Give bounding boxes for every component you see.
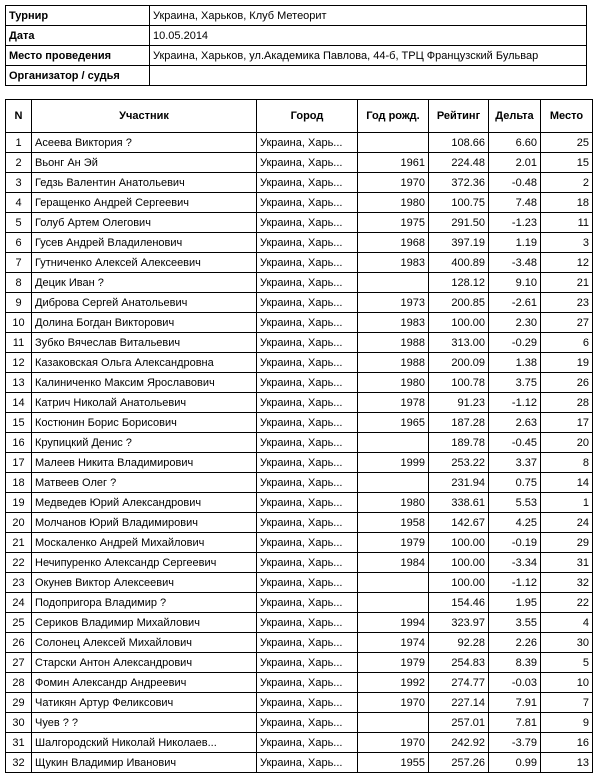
participant-name: Казаковская Ольга Александровна (32, 353, 257, 373)
participant-city: Украина, Харь... (257, 213, 358, 233)
table-row (6, 213, 593, 233)
participant-city: Украина, Харь... (257, 593, 358, 613)
participant-city: Украина, Харь... (257, 633, 358, 653)
birth-year: 1980 (358, 193, 429, 213)
rating-value: 338.61 (429, 493, 489, 513)
table-row (6, 713, 593, 733)
row-number: 7 (6, 253, 32, 273)
table-row (6, 693, 593, 713)
row-number: 8 (6, 273, 32, 293)
participant-city: Украина, Харь... (257, 413, 358, 433)
birth-year: 1955 (358, 753, 429, 773)
row-number: 15 (6, 413, 32, 433)
birth-year: 1970 (358, 733, 429, 753)
table-row (6, 653, 593, 673)
row-number: 13 (6, 373, 32, 393)
row-number: 21 (6, 533, 32, 553)
rating-value: 274.77 (429, 673, 489, 693)
row-number: 20 (6, 513, 32, 533)
participant-city: Украина, Харь... (257, 393, 358, 413)
rating-value: 100.75 (429, 193, 489, 213)
place-value: 7 (541, 693, 593, 713)
birth-year: 1965 (358, 413, 429, 433)
birth-year: 1994 (358, 613, 429, 633)
place-value: 25 (541, 133, 593, 153)
place-value: 23 (541, 293, 593, 313)
participant-name: Диброва Сергей Анатольевич (32, 293, 257, 313)
participants-header-row (6, 100, 593, 133)
row-number: 17 (6, 453, 32, 473)
birth-year (358, 133, 429, 153)
participant-city: Украина, Харь... (257, 533, 358, 553)
rating-value: 313.00 (429, 333, 489, 353)
participant-city: Украина, Харь... (257, 693, 358, 713)
table-row (6, 433, 593, 453)
table-row (6, 673, 593, 693)
birth-year: 1980 (358, 493, 429, 513)
participant-name: Щукин Владимир Иванович (32, 753, 257, 773)
participant-name: Зубко Вячеслав Витальевич (32, 333, 257, 353)
participant-city: Украина, Харь... (257, 233, 358, 253)
delta-value: 1.95 (489, 593, 541, 613)
info-row (6, 66, 587, 86)
table-row (6, 273, 593, 293)
participant-city: Украина, Харь... (257, 753, 358, 773)
delta-value: -0.03 (489, 673, 541, 693)
delta-value: 3.75 (489, 373, 541, 393)
table-row (6, 153, 593, 173)
row-number: 28 (6, 673, 32, 693)
participant-city: Украина, Харь... (257, 193, 358, 213)
row-number: 22 (6, 553, 32, 573)
col-header-place: Место (541, 100, 593, 133)
participant-name: Медведев Юрий Александрович (32, 493, 257, 513)
participant-name: Гутниченко Алексей Алексеевич (32, 253, 257, 273)
delta-value: 2.26 (489, 633, 541, 653)
delta-value: -1.12 (489, 393, 541, 413)
place-value: 32 (541, 573, 593, 593)
place-value: 31 (541, 553, 593, 573)
info-row (6, 6, 587, 26)
place-value: 8 (541, 453, 593, 473)
delta-value: -2.61 (489, 293, 541, 313)
delta-value: -1.23 (489, 213, 541, 233)
place-value: 6 (541, 333, 593, 353)
birth-year: 1980 (358, 373, 429, 393)
place-value: 3 (541, 233, 593, 253)
col-header-participant: Участник (32, 100, 257, 133)
birth-year: 1958 (358, 513, 429, 533)
row-number: 11 (6, 333, 32, 353)
rating-value: 142.67 (429, 513, 489, 533)
delta-value: 7.81 (489, 713, 541, 733)
place-value: 4 (541, 613, 593, 633)
delta-value: 9.10 (489, 273, 541, 293)
place-value: 13 (541, 753, 593, 773)
participant-city: Украина, Харь... (257, 453, 358, 473)
rating-value: 242.92 (429, 733, 489, 753)
table-row (6, 513, 593, 533)
place-value: 28 (541, 393, 593, 413)
delta-value: 2.01 (489, 153, 541, 173)
delta-value: 4.25 (489, 513, 541, 533)
birth-year: 1974 (358, 633, 429, 653)
row-number: 4 (6, 193, 32, 213)
birth-year (358, 273, 429, 293)
rating-value: 100.00 (429, 573, 489, 593)
place-value: 15 (541, 153, 593, 173)
delta-value: -0.19 (489, 533, 541, 553)
birth-year: 1970 (358, 173, 429, 193)
delta-value: 7.91 (489, 693, 541, 713)
delta-value: -0.48 (489, 173, 541, 193)
table-row (6, 753, 593, 773)
participant-name: Чуев ? ? (32, 713, 257, 733)
participant-city: Украина, Харь... (257, 733, 358, 753)
delta-value: 1.38 (489, 353, 541, 373)
rating-value: 257.01 (429, 713, 489, 733)
participant-city: Украина, Харь... (257, 373, 358, 393)
place-value: 27 (541, 313, 593, 333)
place-value: 20 (541, 433, 593, 453)
place-value: 9 (541, 713, 593, 733)
table-row (6, 613, 593, 633)
row-number: 30 (6, 713, 32, 733)
delta-value: 0.75 (489, 473, 541, 493)
row-number: 32 (6, 753, 32, 773)
info-value (150, 66, 587, 86)
info-row (6, 26, 587, 46)
rating-value: 154.46 (429, 593, 489, 613)
participant-name: Гедзь Валентин Анатольевич (32, 173, 257, 193)
participant-name: Сериков Владимир Михайлович (32, 613, 257, 633)
place-value: 12 (541, 253, 593, 273)
place-value: 19 (541, 353, 593, 373)
participants-body (6, 133, 593, 773)
delta-value: 1.19 (489, 233, 541, 253)
row-number: 5 (6, 213, 32, 233)
table-row (6, 373, 593, 393)
rating-value: 100.00 (429, 533, 489, 553)
info-label: Место проведения (6, 46, 150, 66)
table-row (6, 233, 593, 253)
participant-city: Украина, Харь... (257, 673, 358, 693)
delta-value: 6.60 (489, 133, 541, 153)
rating-value: 92.28 (429, 633, 489, 653)
table-row (6, 733, 593, 753)
delta-value: -0.29 (489, 333, 541, 353)
participant-name: Гусев Андрей Владиленович (32, 233, 257, 253)
birth-year: 1999 (358, 453, 429, 473)
participant-city: Украина, Харь... (257, 273, 358, 293)
table-row (6, 553, 593, 573)
participant-city: Украина, Харь... (257, 353, 358, 373)
row-number: 16 (6, 433, 32, 453)
participant-city: Украина, Харь... (257, 293, 358, 313)
participant-city: Украина, Харь... (257, 493, 358, 513)
participant-name: Малеев Никита Владимирович (32, 453, 257, 473)
participant-city: Украина, Харь... (257, 473, 358, 493)
birth-year: 1979 (358, 533, 429, 553)
delta-value: 2.30 (489, 313, 541, 333)
place-value: 22 (541, 593, 593, 613)
place-value: 16 (541, 733, 593, 753)
row-number: 24 (6, 593, 32, 613)
col-header-delta: Дельта (489, 100, 541, 133)
info-label: Турнир (6, 6, 150, 26)
rating-value: 397.19 (429, 233, 489, 253)
participant-name: Децик Иван ? (32, 273, 257, 293)
info-label: Организатор / судья (6, 66, 150, 86)
birth-year (358, 713, 429, 733)
place-value: 1 (541, 493, 593, 513)
row-number: 25 (6, 613, 32, 633)
participant-city: Украина, Харь... (257, 133, 358, 153)
table-row (6, 333, 593, 353)
row-number: 14 (6, 393, 32, 413)
table-row (6, 633, 593, 653)
delta-value: 5.53 (489, 493, 541, 513)
row-number: 10 (6, 313, 32, 333)
birth-year: 1983 (358, 253, 429, 273)
place-value: 21 (541, 273, 593, 293)
participant-city: Украина, Харь... (257, 613, 358, 633)
participant-name: Матвеев Олег ? (32, 473, 257, 493)
rating-value: 100.00 (429, 553, 489, 573)
participant-city: Украина, Харь... (257, 513, 358, 533)
birth-year: 1970 (358, 693, 429, 713)
place-value: 30 (541, 633, 593, 653)
participant-name: Подопригора Владимир ? (32, 593, 257, 613)
rating-value: 400.89 (429, 253, 489, 273)
rating-value: 91.23 (429, 393, 489, 413)
rating-value: 254.83 (429, 653, 489, 673)
rating-value: 100.00 (429, 313, 489, 333)
rating-value: 187.28 (429, 413, 489, 433)
info-label: Дата (6, 26, 150, 46)
delta-value: -3.48 (489, 253, 541, 273)
place-value: 14 (541, 473, 593, 493)
table-row (6, 393, 593, 413)
participant-name: Костюнин Борис Борисович (32, 413, 257, 433)
row-number: 2 (6, 153, 32, 173)
birth-year: 1984 (358, 553, 429, 573)
birth-year (358, 433, 429, 453)
participants-table (5, 99, 593, 773)
delta-value: 3.55 (489, 613, 541, 633)
col-header-rating: Рейтинг (429, 100, 489, 133)
participant-name: Чатикян Артур Феликсович (32, 693, 257, 713)
delta-value: -0.45 (489, 433, 541, 453)
row-number: 27 (6, 653, 32, 673)
row-number: 18 (6, 473, 32, 493)
info-value: Украина, Харьков, ул.Академика Павлова, 44-б, ТРЦ Французский Бульвар (150, 46, 587, 66)
birth-year: 1961 (358, 153, 429, 173)
participant-name: Голуб Артем Олегович (32, 213, 257, 233)
delta-value: 8.39 (489, 653, 541, 673)
participant-name: Катрич Николай Анатольевич (32, 393, 257, 413)
row-number: 29 (6, 693, 32, 713)
birth-year (358, 593, 429, 613)
info-value: 10.05.2014 (150, 26, 587, 46)
birth-year: 1979 (358, 653, 429, 673)
rating-value: 291.50 (429, 213, 489, 233)
participant-name: Молчанов Юрий Владимирович (32, 513, 257, 533)
participant-name: Окунев Виктор Алексеевич (32, 573, 257, 593)
rating-value: 108.66 (429, 133, 489, 153)
place-value: 10 (541, 673, 593, 693)
rating-value: 128.12 (429, 273, 489, 293)
table-row (6, 573, 593, 593)
table-row (6, 173, 593, 193)
place-value: 18 (541, 193, 593, 213)
table-row (6, 473, 593, 493)
participant-name: Долина Богдан Викторович (32, 313, 257, 333)
place-value: 2 (541, 173, 593, 193)
rating-value: 323.97 (429, 613, 489, 633)
row-number: 12 (6, 353, 32, 373)
row-number: 26 (6, 633, 32, 653)
table-row (6, 413, 593, 433)
delta-value: 0.99 (489, 753, 541, 773)
rating-value: 200.09 (429, 353, 489, 373)
participant-city: Украина, Харь... (257, 153, 358, 173)
row-number: 31 (6, 733, 32, 753)
row-number: 9 (6, 293, 32, 313)
table-row (6, 533, 593, 553)
tournament-info-body (6, 6, 587, 86)
rating-value: 227.14 (429, 693, 489, 713)
rating-value: 224.48 (429, 153, 489, 173)
participant-name: Крупицкий Денис ? (32, 433, 257, 453)
delta-value: -3.34 (489, 553, 541, 573)
participant-city: Украина, Харь... (257, 553, 358, 573)
place-value: 24 (541, 513, 593, 533)
row-number: 1 (6, 133, 32, 153)
table-row (6, 593, 593, 613)
row-number: 19 (6, 493, 32, 513)
delta-value: 3.37 (489, 453, 541, 473)
participant-name: Асеева Виктория ? (32, 133, 257, 153)
participant-city: Украина, Харь... (257, 713, 358, 733)
place-value: 17 (541, 413, 593, 433)
col-header-city: Город (257, 100, 358, 133)
participant-city: Украина, Харь... (257, 333, 358, 353)
participant-name: Геращенко Андрей Сергеевич (32, 193, 257, 213)
table-row (6, 293, 593, 313)
row-number: 6 (6, 233, 32, 253)
participant-city: Украина, Харь... (257, 653, 358, 673)
participant-name: Вьонг Ан Эй (32, 153, 257, 173)
participant-name: Москаленко Андрей Михайлович (32, 533, 257, 553)
row-number: 3 (6, 173, 32, 193)
place-value: 26 (541, 373, 593, 393)
birth-year (358, 473, 429, 493)
table-row (6, 453, 593, 473)
participant-city: Украина, Харь... (257, 253, 358, 273)
col-header-birth-year: Год рожд. (358, 100, 429, 133)
delta-value: -1.12 (489, 573, 541, 593)
table-row (6, 353, 593, 373)
info-value: Украина, Харьков, Клуб Метеорит (150, 6, 587, 26)
table-row (6, 253, 593, 273)
birth-year: 1992 (358, 673, 429, 693)
table-row (6, 133, 593, 153)
delta-value: 2.63 (489, 413, 541, 433)
participant-name: Старски Антон Александрович (32, 653, 257, 673)
participant-city: Украина, Харь... (257, 173, 358, 193)
participant-name: Нечипуренко Александр Сергеевич (32, 553, 257, 573)
birth-year: 1968 (358, 233, 429, 253)
info-row (6, 46, 587, 66)
birth-year (358, 573, 429, 593)
row-number: 23 (6, 573, 32, 593)
rating-value: 200.85 (429, 293, 489, 313)
participant-name: Фомин Александр Андреевич (32, 673, 257, 693)
birth-year: 1975 (358, 213, 429, 233)
place-value: 29 (541, 533, 593, 553)
place-value: 11 (541, 213, 593, 233)
rating-value: 189.78 (429, 433, 489, 453)
table-row (6, 193, 593, 213)
delta-value: -3.79 (489, 733, 541, 753)
participant-city: Украина, Харь... (257, 313, 358, 333)
table-row (6, 313, 593, 333)
participant-name: Калиниченко Максим Ярославович (32, 373, 257, 393)
rating-value: 253.22 (429, 453, 489, 473)
birth-year: 1973 (358, 293, 429, 313)
rating-value: 231.94 (429, 473, 489, 493)
participant-name: Шалгородский Николай Николаев... (32, 733, 257, 753)
participant-city: Украина, Харь... (257, 573, 358, 593)
delta-value: 7.48 (489, 193, 541, 213)
col-header-number: N (6, 100, 32, 133)
rating-value: 372.36 (429, 173, 489, 193)
tournament-info-table (5, 5, 587, 86)
rating-value: 257.26 (429, 753, 489, 773)
place-value: 5 (541, 653, 593, 673)
participant-city: Украина, Харь... (257, 433, 358, 453)
participant-name: Солонец Алексей Михайлович (32, 633, 257, 653)
rating-value: 100.78 (429, 373, 489, 393)
birth-year: 1983 (358, 313, 429, 333)
birth-year: 1988 (358, 353, 429, 373)
table-row (6, 493, 593, 513)
birth-year: 1978 (358, 393, 429, 413)
birth-year: 1988 (358, 333, 429, 353)
